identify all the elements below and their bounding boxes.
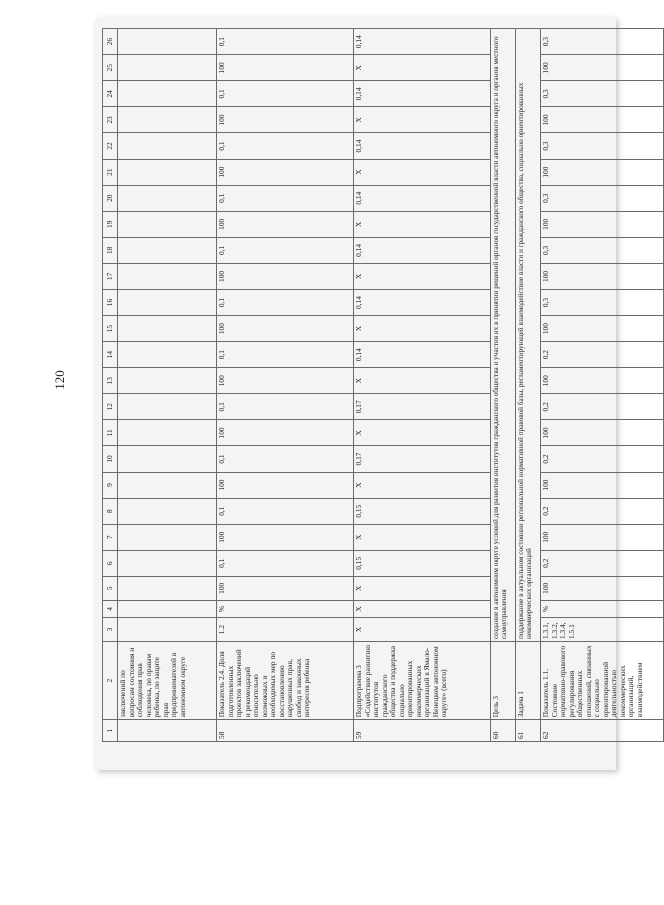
table-cell: 0,14 bbox=[354, 81, 491, 107]
table-cell bbox=[118, 420, 217, 446]
table-cell bbox=[118, 472, 217, 498]
table-cell: 100 bbox=[217, 472, 354, 498]
table-row-58 bbox=[217, 29, 354, 742]
rotated-table-wrapper bbox=[102, 28, 644, 742]
table-cell: X bbox=[354, 263, 491, 289]
table-cell: % bbox=[541, 600, 664, 617]
table-cell bbox=[118, 342, 217, 368]
table-cell: 0,2 bbox=[541, 550, 664, 576]
col-header: 5 bbox=[103, 576, 118, 600]
table-cell bbox=[118, 263, 217, 289]
table-cell: 0,3 bbox=[541, 133, 664, 159]
table-cell: 100 bbox=[541, 55, 664, 81]
table-cell: 0,14 bbox=[354, 237, 491, 263]
table-cell: 0,2 bbox=[541, 498, 664, 524]
table-cell: 100 bbox=[217, 159, 354, 185]
table-cell: 0,17 bbox=[354, 394, 491, 420]
table-cell: 1.2 bbox=[217, 618, 354, 642]
table-row-62 bbox=[541, 29, 664, 742]
table-cell: X bbox=[354, 472, 491, 498]
col-header: 18 bbox=[103, 237, 118, 263]
table-cell bbox=[118, 576, 217, 600]
table-cell bbox=[118, 550, 217, 576]
table-cell bbox=[118, 498, 217, 524]
table-cell: 0,14 bbox=[354, 289, 491, 315]
table-cell: 0,15 bbox=[354, 550, 491, 576]
table-cell: X bbox=[354, 600, 491, 617]
table-cell: X bbox=[354, 159, 491, 185]
table-cell: 0,1 bbox=[217, 133, 354, 159]
table-cell: 100 bbox=[541, 263, 664, 289]
table-cell: 0,1 bbox=[217, 81, 354, 107]
table-row-59 bbox=[354, 29, 491, 742]
col-header: 6 bbox=[103, 550, 118, 576]
table-cell: 100 bbox=[217, 524, 354, 550]
col-header: 11 bbox=[103, 420, 118, 446]
col-header: 23 bbox=[103, 107, 118, 133]
row-number: 60 bbox=[491, 720, 516, 742]
row-indicator-name: заключений по вопросам состояния и соблюдения прав человека, по правам ребенка, по защите прав предпринимателей в автономном округе bbox=[118, 642, 217, 720]
table-cell: X bbox=[354, 576, 491, 600]
table-cell: 100 bbox=[217, 55, 354, 81]
col-header: 19 bbox=[103, 211, 118, 237]
table-row-continued bbox=[118, 29, 217, 742]
table-cell: 0,1 bbox=[217, 446, 354, 472]
table-cell bbox=[118, 133, 217, 159]
row-indicator-name: Подпрограмма 3 «Содействие развитию институтов гражданского общества и поддержка социально ориентированных некоммерческих организаций в Ямало-Ненецком автономном округе» (всего) bbox=[354, 642, 491, 720]
col-header: 1 bbox=[103, 720, 118, 742]
table-cell bbox=[118, 600, 217, 617]
table-cell: 100 bbox=[217, 576, 354, 600]
table-cell: 100 bbox=[217, 211, 354, 237]
table-cell: X bbox=[354, 55, 491, 81]
col-header: 17 bbox=[103, 263, 118, 289]
table-cell: 100 bbox=[541, 211, 664, 237]
table-cell: 100 bbox=[541, 316, 664, 342]
col-header: 2 bbox=[103, 642, 118, 720]
table-cell bbox=[118, 618, 217, 642]
row-number: 58 bbox=[217, 720, 354, 742]
col-header: 15 bbox=[103, 316, 118, 342]
col-header: 16 bbox=[103, 289, 118, 315]
table-cell: 100 bbox=[541, 576, 664, 600]
table-cell bbox=[118, 185, 217, 211]
table-cell: 0,1 bbox=[217, 185, 354, 211]
table-cell: 0,1 bbox=[217, 498, 354, 524]
table-cell: 0,3 bbox=[541, 289, 664, 315]
row-indicator-name: Цель 3 bbox=[491, 642, 516, 720]
table-cell: X bbox=[354, 420, 491, 446]
col-header: 13 bbox=[103, 368, 118, 394]
table-cell: 0,1 bbox=[217, 550, 354, 576]
table-cell: 0,14 bbox=[354, 185, 491, 211]
table-cell: 0,1 bbox=[217, 394, 354, 420]
table-cell: 0,14 bbox=[354, 342, 491, 368]
table-cell: 0,1 bbox=[217, 342, 354, 368]
row-number: 62 bbox=[541, 720, 664, 742]
table-cell: X bbox=[354, 211, 491, 237]
table-cell bbox=[118, 316, 217, 342]
col-header: 10 bbox=[103, 446, 118, 472]
table-cell: 100 bbox=[541, 159, 664, 185]
table-cell: 100 bbox=[541, 107, 664, 133]
table-cell: X bbox=[354, 316, 491, 342]
table-cell: 100 bbox=[541, 368, 664, 394]
table-cell bbox=[118, 81, 217, 107]
table-cell bbox=[118, 29, 217, 55]
table-cell: 0,14 bbox=[354, 133, 491, 159]
table-cell: 0,1 bbox=[217, 29, 354, 55]
table-cell bbox=[118, 237, 217, 263]
table-cell: 0,2 bbox=[541, 342, 664, 368]
table-cell: 100 bbox=[217, 316, 354, 342]
col-header: 7 bbox=[103, 524, 118, 550]
col-header: 12 bbox=[103, 394, 118, 420]
col-header: 4 bbox=[103, 600, 118, 617]
table-cell: 0,15 bbox=[354, 498, 491, 524]
table-cell bbox=[118, 211, 217, 237]
col-header: 20 bbox=[103, 185, 118, 211]
table-cell bbox=[118, 55, 217, 81]
table-cell: 100 bbox=[217, 107, 354, 133]
table-cell: X bbox=[354, 368, 491, 394]
col-header: 26 bbox=[103, 29, 118, 55]
row-number bbox=[118, 720, 217, 742]
goal-text: создание в автономном округе условий для развития институтов гражданского общества и участия их в принятии решений органов государственной власти автономного округа и органов местного самоуправления bbox=[491, 29, 516, 642]
table-cell: 0,17 bbox=[354, 446, 491, 472]
table-cell: 100 bbox=[541, 420, 664, 446]
table-cell: 100 bbox=[217, 420, 354, 446]
table-cell: 0,3 bbox=[541, 81, 664, 107]
indicator-table bbox=[102, 28, 664, 742]
table-cell bbox=[118, 289, 217, 315]
table-cell: 0,2 bbox=[541, 394, 664, 420]
table-cell bbox=[118, 159, 217, 185]
row-number: 61 bbox=[516, 720, 541, 742]
col-header: 24 bbox=[103, 81, 118, 107]
table-cell: X bbox=[354, 107, 491, 133]
table-cell: X bbox=[354, 524, 491, 550]
row-number: 59 bbox=[354, 720, 491, 742]
table-cell bbox=[118, 368, 217, 394]
table-cell: X bbox=[354, 618, 491, 642]
table-row-60 bbox=[491, 29, 516, 742]
table-cell: 0,14 bbox=[354, 29, 491, 55]
col-header: 8 bbox=[103, 498, 118, 524]
col-header: 3 bbox=[103, 618, 118, 642]
table-cell-code: 1.3.1, 1.3.2, 1.3.4, 1.5.1 bbox=[541, 618, 664, 642]
task-text: поддержание в актуальном состоянии региональной нормативной правовой базы, регламентирующей взаимодействие власти и гражданского общества, социально ориентированных некоммерческих организаций bbox=[516, 29, 541, 642]
col-header: 9 bbox=[103, 472, 118, 498]
table-cell: 100 bbox=[217, 368, 354, 394]
table-cell: 100 bbox=[217, 263, 354, 289]
table-cell: 0,3 bbox=[541, 185, 664, 211]
table-cell: 0,3 bbox=[541, 29, 664, 55]
table-cell: % bbox=[217, 600, 354, 617]
table-cell bbox=[118, 524, 217, 550]
col-header: 14 bbox=[103, 342, 118, 368]
table-cell: 100 bbox=[541, 472, 664, 498]
table-cell: 0,2 bbox=[541, 446, 664, 472]
table-row-61 bbox=[516, 29, 541, 742]
col-header: 25 bbox=[103, 55, 118, 81]
table-cell bbox=[118, 107, 217, 133]
col-header: 21 bbox=[103, 159, 118, 185]
row-indicator-name: Показатель 1.1. Состояние нормативно-правового регулирования общественных отношений, связанных с социально ориентированной деятельностью некоммерческих организаций, взаимодействием bbox=[541, 642, 664, 720]
table-cell: 0,3 bbox=[541, 237, 664, 263]
row-indicator-name: Задача 1 bbox=[516, 642, 541, 720]
table-cell: 0,1 bbox=[217, 289, 354, 315]
page-number: 120 bbox=[52, 370, 67, 390]
table-cell bbox=[118, 446, 217, 472]
table-cell: 100 bbox=[541, 524, 664, 550]
row-indicator-name: Показатель 2.4. Доля подготовленных проектов заключений и рекомендаций относительно возможных и необходимых мер по восстановлению нарушенных прав, свобод и законных интересов ребенка bbox=[217, 642, 354, 720]
header-row bbox=[103, 29, 118, 742]
table-cell bbox=[118, 394, 217, 420]
table-cell: 0,1 bbox=[217, 237, 354, 263]
col-header: 22 bbox=[103, 133, 118, 159]
